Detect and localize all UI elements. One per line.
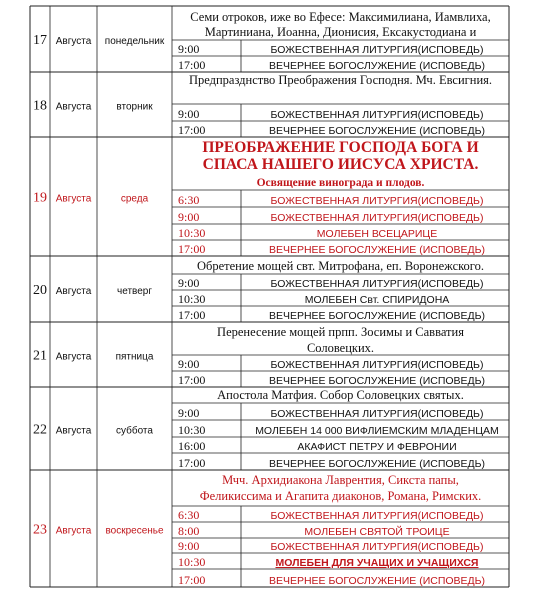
month-label: Августа [55, 425, 92, 437]
service-time: 10:30 [178, 423, 206, 437]
service-name: БОЖЕСТВЕННАЯ ЛИТУРГИЯ(ИСПОВЕДЬ) [270, 212, 484, 224]
feast-subtitle: Освящение винограда и плодов. [256, 177, 425, 189]
service-name: МОЛЕБЕН 14 000 ВИФЛИЕМСКИМ МЛАДЕНЦАМ [255, 425, 499, 437]
feast-title-line: Мчч. Архидиакона Лаврентия, Сикста папы, [222, 473, 459, 487]
month-label: Августа [55, 193, 92, 205]
month-label: Августа [55, 101, 92, 113]
feast-title-line: Мартиниана, Иоанна, Дионисия, Ексакустодиана и [204, 25, 477, 39]
feast-title-line: Семи отроков, иже во Ефесе: Максимилиана, Иамвлиха, [190, 10, 491, 24]
service-name: БОЖЕСТВЕННАЯ ЛИТУРГИЯ(ИСПОВЕДЬ) [270, 359, 484, 371]
service-time: 6:30 [178, 508, 200, 522]
service-name: БОЖЕСТВЕННАЯ ЛИТУРГИЯ(ИСПОВЕДЬ) [270, 109, 484, 121]
service-time: 10:30 [178, 292, 206, 306]
service-name: БОЖЕСТВЕННАЯ ЛИТУРГИЯ(ИСПОВЕДЬ) [270, 278, 484, 290]
service-time: 17:00 [178, 242, 206, 256]
day-number: 20 [33, 283, 47, 298]
service-name: МОЛЕБЕН ДЛЯ УЧАЩИХ И УЧАЩИХСЯ [275, 557, 479, 569]
service-time: 17:00 [178, 123, 206, 137]
service-name: ВЕЧЕРНЕЕ БОГОСЛУЖЕНИЕ (ИСПОВЕДЬ) [268, 575, 486, 587]
service-time: 17:00 [178, 373, 206, 387]
service-name: БОЖЕСТВЕННАЯ ЛИТУРГИЯ(ИСПОВЕДЬ) [270, 44, 484, 56]
service-time: 9:00 [178, 357, 200, 371]
service-name: АКАФИСТ ПЕТРУ И ФЕВРОНИИ [297, 441, 457, 453]
service-time: 9:00 [178, 42, 200, 56]
service-name: БОЖЕСТВЕННАЯ ЛИТУРГИЯ(ИСПОВЕДЬ) [270, 541, 484, 553]
service-name: ВЕЧЕРНЕЕ БОГОСЛУЖЕНИЕ (ИСПОВЕДЬ) [268, 310, 486, 322]
day-number: 18 [33, 98, 47, 114]
service-name: БОЖЕСТВЕННАЯ ЛИТУРГИЯ(ИСПОВЕДЬ) [270, 510, 484, 522]
service-name: ВЕЧЕРНЕЕ БОГОСЛУЖЕНИЕ (ИСПОВЕДЬ) [268, 458, 486, 470]
month-label: Августа [55, 36, 92, 47]
weekday-label: четверг [117, 286, 152, 297]
day-number: 22 [33, 422, 47, 438]
feast-title-line: СПАСА НАШЕГО ИИСУСА ХРИСТА. [202, 156, 479, 173]
day-number: 17 [33, 33, 47, 48]
weekday-label: вторник [116, 101, 153, 113]
feast-title-line: Перенесение мощей прпп. Зосимы и Савватия [217, 325, 464, 339]
service-name: ВЕЧЕРНЕЕ БОГОСЛУЖЕНИЕ (ИСПОВЕДЬ) [268, 125, 486, 137]
feast-title-line: Апостола Матфия. Собор Соловецких святых. [217, 388, 464, 402]
service-name: БОЖЕСТВЕННАЯ ЛИТУРГИЯ(ИСПОВЕДЬ) [270, 195, 484, 207]
service-time: 8:00 [178, 524, 200, 538]
service-time: 10:30 [178, 555, 206, 569]
service-time: 9:00 [178, 406, 200, 420]
feast-title-line: Обретение мощей свт. Митрофана, еп. Воронежского. [196, 259, 485, 273]
feast-title-line: Соловецких. [306, 341, 375, 355]
service-name: ВЕЧЕРНЕЕ БОГОСЛУЖЕНИЕ (ИСПОВЕДЬ) [268, 244, 486, 256]
service-name: МОЛЕБЕН ВСЕЦАРИЦЕ [316, 228, 438, 240]
month-label: Августа [55, 525, 92, 537]
weekday-label: суббота [116, 425, 153, 437]
day-number: 19 [33, 190, 47, 206]
service-time: 17:00 [178, 456, 206, 470]
weekday-label: понедельник [104, 36, 165, 47]
weekday-label: пятница [115, 351, 154, 363]
service-name: МОЛЕБЕН СВЯТОЙ ТРОИЦЕ [304, 526, 450, 538]
service-name: ВЕЧЕРНЕЕ БОГОСЛУЖЕНИЕ (ИСПОВЕДЬ) [268, 375, 486, 387]
weekday-label: среда [120, 193, 149, 205]
service-time: 17:00 [178, 573, 206, 587]
service-time: 9:00 [178, 107, 200, 121]
service-time: 10:30 [178, 226, 206, 240]
feast-title-line: Феликиссима и Агапита диаконов, Романа, Римских. [199, 489, 482, 503]
service-time: 17:00 [178, 58, 206, 72]
service-name: БОЖЕСТВЕННАЯ ЛИТУРГИЯ(ИСПОВЕДЬ) [270, 408, 484, 420]
day-number: 21 [33, 348, 47, 364]
day-number: 23 [33, 522, 47, 538]
service-time: 9:00 [178, 539, 200, 553]
service-time: 17:00 [178, 308, 206, 322]
service-time: 9:00 [178, 276, 200, 290]
service-time: 9:00 [178, 210, 200, 224]
service-time: 16:00 [178, 439, 206, 453]
service-name: МОЛЕБЕН Свт. СПИРИДОНА [304, 294, 450, 306]
month-label: Августа [55, 286, 92, 297]
weekday-label: воскресенье [105, 525, 164, 537]
feast-title-line: ПРЕОБРАЖЕНИЕ ГОСПОДА БОГА И [202, 139, 479, 156]
month-label: Августа [55, 351, 92, 363]
feast-title-line: Предпразднство Преображения Господня. Мч. Евсигния. [188, 73, 493, 87]
service-name: ВЕЧЕРНЕЕ БОГОСЛУЖЕНИЕ (ИСПОВЕДЬ) [268, 60, 486, 72]
service-time: 6:30 [178, 193, 200, 207]
